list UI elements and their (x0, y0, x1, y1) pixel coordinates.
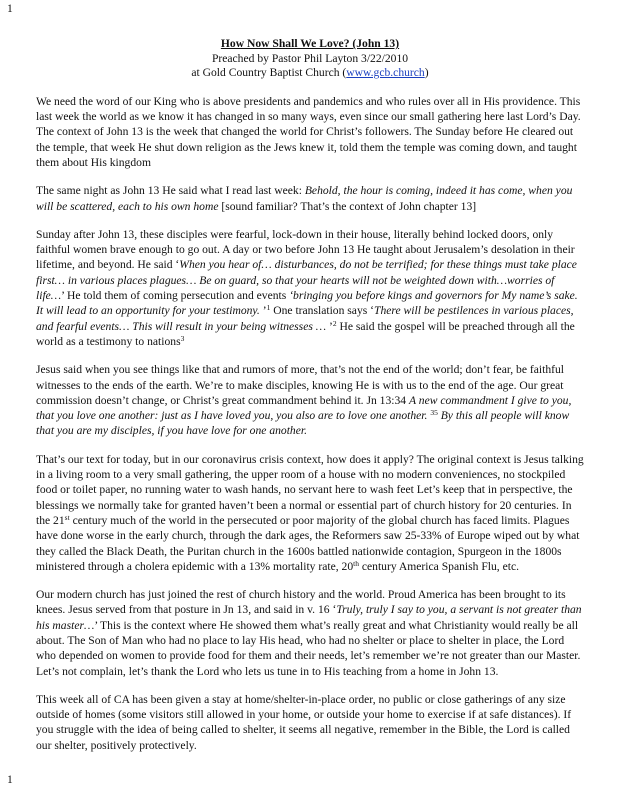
p3-text-a: Sunday after John 13, these disciples were fearful, lock-down in their house, literally behind locked doors, only faithful women brave enough to go out. A day or two before John 13 He taught about Jerusalem’s desolation in their lifetime, and beyond. He said ‘ (36, 227, 575, 272)
p3-text-c: One translation says ‘ (270, 304, 375, 318)
page-number-top: 1 (7, 2, 13, 15)
p5-text-b: century much of the world in the persecuted or poor majority of the global church has faced limits. Plagues have done worse in the early church, through the dark ages, the Reformers saw 25-33% of Europe wiped out by what they called the Black Death, the Puritan church in the 1600s battled nationwide contagion, Spurgeon in the 1800s ministered through a cholera epidemic with a 13% mortality rate, 20 (36, 513, 580, 573)
p5-text-a: That’s our text for today, but in our coronavirus crisis context, how does it apply? The original context is Jesus talking in a living room to a very small gathering, the upper room of a house with no modern conveniences, no stockpiled food or toilet paper, no running water to wash hands, no servant here to wash feet Let’s keep that in perspective, the blessings we normally take for granted haven’t been a normal or essential part of church history for 20 centuries. In the 21 (36, 452, 584, 527)
p6-quote: Truly, truly I say to you, a servant is not greater than his master… (36, 603, 582, 632)
paragraph-2 (36, 183, 584, 214)
sermon-title: How Now Shall We Love? (John 13) (220, 37, 400, 50)
footnote-ref-2[interactable]: 2 (332, 318, 337, 328)
ordinal-st: st (64, 512, 70, 522)
page-number-bottom: 1 (7, 773, 13, 786)
p3-text-d: He said the gospel will be preached through all the world as a testimony to nations (36, 319, 575, 348)
paragraph-5 (36, 452, 584, 574)
p2-text: The same night as John 13 He said what I read last week: (36, 184, 305, 198)
document-page (36, 37, 584, 766)
footnote-ref-3[interactable]: 3 (180, 333, 185, 343)
p2-note: [sound familiar? That’s the context of John chapter 13] (218, 199, 477, 213)
p4-text: Jesus said when you see things like that and rumors of more, that’s not the end of the world; don’t fear, be faithful witnesses to the ends of the earth. We’re to make disciples, knowing He is with us to the end of the age. Our great commission doesn’t change, or Christ’s great commandment behind it. Jn 13:34 (36, 363, 565, 407)
paragraph-1: We need the word of our King who is above presidents and pandemics and who rules over all in His providence. This last week the world as we know it has changed in so many ways, even since our small gathering here last Lord’s Day. The context of John 13 is the week that changed the world for Christ’s followers. The Sunday before He cleared out the temple, that week He shut down religion as the Jews knew it, told them the temple was coming down, and taught them about His kingdom (36, 94, 581, 169)
p3-quote-b: ‘bringing you before kings and governors for My name’s sake. It will lead to an opportunity for your testimony. (36, 289, 578, 318)
church-website-link[interactable]: www.gcb.church (346, 66, 425, 80)
p4-quote-a: A new commandment I give to you, that you love one another: just as I have loved you, you also are to love one another. (36, 393, 572, 423)
footnote-ref-1[interactable]: 1 (266, 303, 271, 313)
sermon-header (36, 37, 584, 81)
p3-quote-close-1: ’ (259, 304, 267, 318)
verse-number-35: 35 (430, 408, 438, 418)
p2-quote: Behold, the hour is coming, indeed it has come, when you will be scattered, each to his own home (36, 184, 573, 213)
p3-quote-a: When you hear of… disturbances, do not be terrified; for these things must take place first… in various places plagues… Be on guard, so that your hearts will not be weighted down with…worries of life… (36, 258, 577, 303)
p6-text-a: Our modern church has just joined the rest of church history and the world. Proud America has been brought to its knees. Jesus served from that posture in Jn 13, and said in v. 16 ‘ (36, 588, 566, 617)
paragraph-3 (36, 227, 584, 349)
paragraph-4 (36, 362, 584, 438)
p4-quote-b: By this all people will know that you are my disciples, if you have love for one another. (36, 409, 570, 438)
p3-quote-close-2: ’ (326, 319, 333, 333)
p5-text-c: century America Spanish Flu, etc. (358, 559, 519, 573)
p3-quote-c: There will be pestilences in various places, and fearful events… This will result in your being witnesses … (36, 304, 574, 333)
paragraph-7: This week all of CA has been given a stay at home/shelter-in-place order, no public or close gatherings of any size outside of homes (some visitors still allowed in your home, or outside your home to exercise if at safe distances). If you struggle with the idea of being called to shelter, it seems all negative, remember in the Bible, the Lord is called our shelter, positively protectively. (36, 692, 572, 752)
preacher-line: Preached by Pastor Phil Layton 3/22/2010 (211, 51, 409, 65)
church-line-close: ) (424, 66, 429, 80)
paragraph-6 (36, 587, 584, 679)
church-line (36, 66, 584, 81)
p3-text-b: ’ He told them of coming persecution and events (61, 289, 290, 303)
ordinal-th: th (353, 558, 359, 568)
church-name: at Gold Country Baptist Church ( (191, 66, 347, 80)
p6-text-b: ’ This is the context where He showed them what’s really great and what Christianity would really be all about. The Son of Man who had no place to lay His head, who had no shelter or place to shelter in place, the Lord who depended on women to provide food for them and their needs, let’s remember we’re not greater than our Master. Let’s not complain, let’s thank the Lord who lets us tune in to His teaching from a home in John 13. (36, 618, 581, 678)
